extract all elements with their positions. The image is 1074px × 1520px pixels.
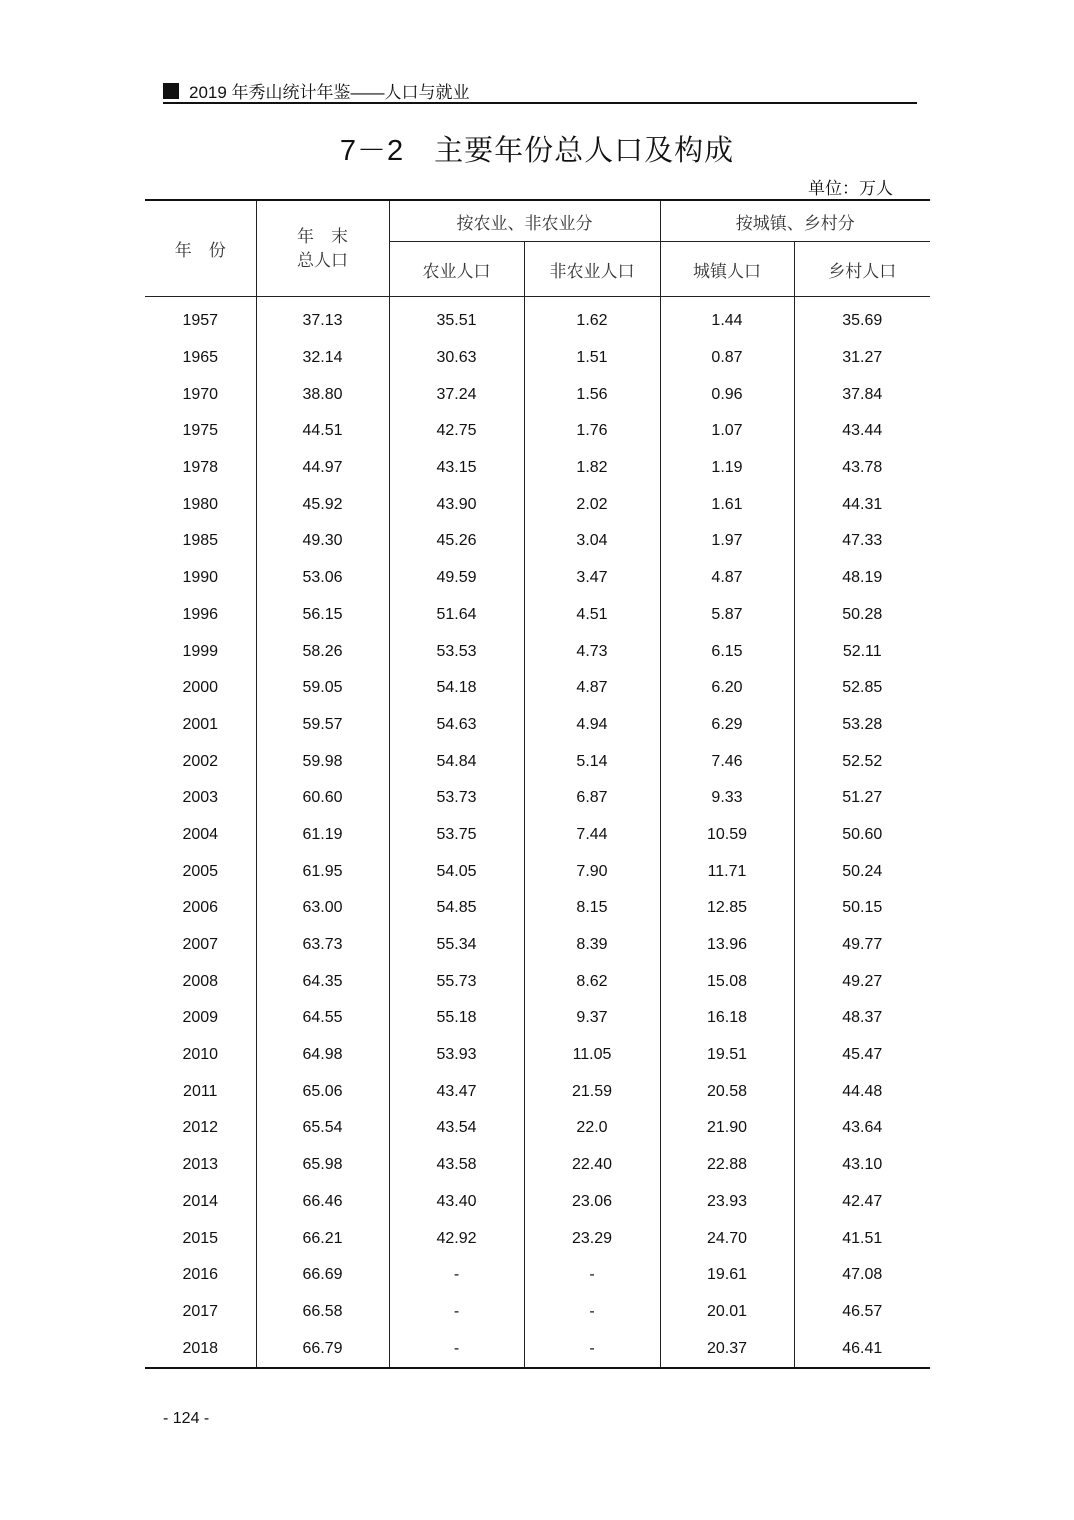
table-row [145,1073,930,1110]
cell-rural: 45.47 [794,1037,930,1074]
cell-rural: 44.31 [794,486,930,523]
cell-total: 66.69 [256,1257,389,1294]
cell-year: 1975 [182,422,219,440]
cell-nonagri: 3.04 [524,523,660,560]
cell-agri: 53.73 [389,780,524,817]
cell-agri: 43.58 [389,1147,524,1184]
cell-rural: 49.77 [794,927,930,964]
table-row [145,743,930,780]
cell-year: 2010 [182,1046,219,1064]
cell-year: 1999 [182,642,219,660]
table-row [145,1294,930,1331]
cell-rural: 50.15 [794,890,930,927]
cell-agri: 54.85 [389,890,524,927]
cell-rural: 35.69 [794,297,930,340]
page-title: 7－2 主要年份总人口及构成 [339,135,735,167]
cell-year: 2002 [182,752,219,770]
cell-total: 45.92 [256,486,389,523]
population-table [145,199,930,1369]
table-row [145,413,930,450]
cell-year: 2015 [182,1229,219,1247]
cell-agri: - [389,1294,524,1331]
cell-year: 1985 [182,532,219,550]
cell-total: 64.55 [256,1000,389,1037]
cell-nonagri: - [524,1330,660,1368]
cell-nonagri: 1.82 [524,450,660,487]
cell-year: 2001 [182,715,219,733]
cell-nonagri: 4.87 [524,670,660,707]
cell-agri: 53.75 [389,817,524,854]
cell-total: 37.13 [256,297,389,340]
table-row [145,340,930,377]
cell-year: 2008 [182,972,219,990]
cell-agri: 45.26 [389,523,524,560]
cell-total: 59.98 [256,743,389,780]
table-row [145,1184,930,1221]
cell-total: 49.30 [256,523,389,560]
cell-year: 1957 [182,312,219,330]
cell-nonagri: - [524,1294,660,1331]
cell-total: 44.51 [256,413,389,450]
cell-rural: 44.48 [794,1073,930,1110]
cell-year: 2013 [182,1156,219,1174]
cell-agri: - [389,1257,524,1294]
cell-urban: 23.93 [660,1184,794,1221]
cell-rural: 43.78 [794,450,930,487]
cell-year: 2005 [182,862,219,880]
cell-urban: 7.46 [660,743,794,780]
cell-urban: 13.96 [660,927,794,964]
cell-year: 2014 [182,1192,219,1210]
cell-total: 38.80 [256,376,389,413]
table-row [145,817,930,854]
table-row [145,560,930,597]
cell-year: 2018 [145,1330,256,1368]
cell-rural: 42.47 [794,1184,930,1221]
cell-agri: 30.63 [389,340,524,377]
cell-nonagri: 1.51 [524,340,660,377]
cell-nonagri: - [524,1257,660,1294]
cell-agri: 54.63 [389,707,524,744]
cell-urban: 20.58 [660,1073,794,1110]
table-row [145,450,930,487]
table-row [145,1147,930,1184]
cell-total: 60.60 [256,780,389,817]
cell-total: 65.06 [256,1073,389,1110]
cell-year: 2012 [182,1119,219,1137]
cell-agri: 51.64 [389,597,524,634]
cell-agri: 35.51 [389,297,524,340]
cell-rural: 37.84 [794,376,930,413]
cell-rural: 50.60 [794,817,930,854]
cell-nonagri: 6.87 [524,780,660,817]
cell-urban: 0.96 [660,376,794,413]
cell-total: 63.73 [256,927,389,964]
header-year: 年 份 [145,200,256,297]
cell-year: 1990 [182,569,219,587]
cell-total: 65.98 [256,1147,389,1184]
cell-year: 2000 [182,679,219,697]
cell-rural: 53.28 [794,707,930,744]
cell-nonagri: 7.90 [524,853,660,890]
cell-year: 2017 [182,1302,219,1320]
cell-agri: 55.18 [389,1000,524,1037]
cell-urban: 4.87 [660,560,794,597]
cell-year: 2011 [183,1082,218,1100]
cell-year: 2003 [182,789,219,807]
cell-year: 1996 [182,605,219,623]
cell-urban: 12.85 [660,890,794,927]
cell-nonagri: 7.44 [524,817,660,854]
cell-year: 2009 [182,1009,219,1027]
cell-rural: 43.10 [794,1147,930,1184]
header-total-line1: 年 末 [297,226,348,246]
cell-agri: 55.73 [389,963,524,1000]
cell-agri: 54.84 [389,743,524,780]
cell-year: 1965 [182,349,219,367]
cell-agri: 37.24 [389,376,524,413]
cell-nonagri: 1.76 [524,413,660,450]
cell-nonagri: 9.37 [524,1000,660,1037]
cell-urban: 16.18 [660,1000,794,1037]
cell-urban: 1.19 [660,450,794,487]
cell-urban: 1.07 [660,413,794,450]
table-row [145,1220,930,1257]
cell-total: 66.79 [256,1330,389,1368]
cell-urban: 20.01 [660,1294,794,1331]
cell-year: 2007 [182,936,219,954]
cell-agri: 43.90 [389,486,524,523]
header-rural: 乡村人口 [794,242,930,297]
cell-agri: 42.92 [389,1220,524,1257]
cell-nonagri: 5.14 [524,743,660,780]
cell-total: 66.58 [256,1294,389,1331]
unit-label: 单位：万人 [808,179,893,198]
table-row [145,633,930,670]
cell-agri: 43.47 [389,1073,524,1110]
cell-rural: 48.19 [794,560,930,597]
cell-total: 61.95 [256,853,389,890]
cell-total: 65.54 [256,1110,389,1147]
cell-agri: 53.53 [389,633,524,670]
cell-rural: 52.11 [794,633,930,670]
cell-rural: 41.51 [794,1220,930,1257]
header-urban: 城镇人口 [660,242,794,297]
cell-agri: 42.75 [389,413,524,450]
cell-nonagri: 22.40 [524,1147,660,1184]
header-rule [163,102,917,104]
cell-urban: 24.70 [660,1220,794,1257]
cell-agri: 43.15 [389,450,524,487]
cell-agri: 53.93 [389,1037,524,1074]
table-row [145,523,930,560]
cell-nonagri: 23.29 [524,1220,660,1257]
table-row [145,963,930,1000]
cell-urban: 0.87 [660,340,794,377]
cell-agri: 49.59 [389,560,524,597]
cell-urban: 6.29 [660,707,794,744]
cell-nonagri: 4.51 [524,597,660,634]
header-group-urban: 按城镇、乡村分 [660,200,930,242]
cell-rural: 31.27 [794,340,930,377]
cell-urban: 19.61 [660,1257,794,1294]
cell-total: 59.57 [256,707,389,744]
cell-urban: 6.20 [660,670,794,707]
cell-total: 58.26 [256,633,389,670]
cell-rural: 43.64 [794,1110,930,1147]
header-total-line2: 总人口 [297,250,348,270]
cell-nonagri: 23.06 [524,1184,660,1221]
table-row [145,1037,930,1074]
cell-urban: 10.59 [660,817,794,854]
table-row [145,670,930,707]
cell-rural: 52.52 [794,743,930,780]
cell-rural: 48.37 [794,1000,930,1037]
cell-agri: - [389,1330,524,1368]
cell-agri: 43.40 [389,1184,524,1221]
table-row [145,890,930,927]
cell-nonagri: 22.0 [524,1110,660,1147]
cell-rural: 43.44 [794,413,930,450]
cell-urban: 1.44 [660,297,794,340]
cell-year: 1980 [182,495,219,513]
cell-total: 44.97 [256,450,389,487]
table-row [145,1330,930,1368]
cell-rural: 50.28 [794,597,930,634]
header-nonagri: 非农业人口 [524,242,660,297]
cell-total: 63.00 [256,890,389,927]
header-agri: 农业人口 [389,242,524,297]
header-total [256,200,389,297]
square-bullet-icon [163,83,179,99]
cell-urban: 15.08 [660,963,794,1000]
cell-agri: 54.05 [389,853,524,890]
cell-total: 64.98 [256,1037,389,1074]
cell-year: 2004 [182,825,219,843]
page-number: - 124 - [163,1410,210,1427]
cell-nonagri: 21.59 [524,1073,660,1110]
cell-urban: 11.71 [660,853,794,890]
cell-total: 64.35 [256,963,389,1000]
cell-nonagri: 3.47 [524,560,660,597]
cell-urban: 9.33 [660,780,794,817]
cell-year: 2016 [182,1266,219,1284]
running-head [163,78,470,103]
running-head-text: 2019 年秀山统计年鉴——人口与就业 [189,83,470,102]
table-row [145,1257,930,1294]
cell-nonagri: 1.62 [524,297,660,340]
table-row [145,780,930,817]
cell-nonagri: 4.73 [524,633,660,670]
cell-rural: 47.08 [794,1257,930,1294]
cell-nonagri: 8.62 [524,963,660,1000]
cell-year: 1978 [182,459,219,477]
cell-agri: 43.54 [389,1110,524,1147]
cell-urban: 5.87 [660,597,794,634]
cell-nonagri: 11.05 [524,1037,660,1074]
cell-nonagri: 8.39 [524,927,660,964]
cell-nonagri: 4.94 [524,707,660,744]
cell-total: 32.14 [256,340,389,377]
cell-rural: 49.27 [794,963,930,1000]
cell-rural: 50.24 [794,853,930,890]
table-row [145,1000,930,1037]
cell-nonagri: 8.15 [524,890,660,927]
cell-nonagri: 2.02 [524,486,660,523]
header-group-agri: 按农业、非农业分 [389,200,660,242]
cell-total: 53.06 [256,560,389,597]
cell-urban: 20.37 [660,1330,794,1368]
cell-urban: 21.90 [660,1110,794,1147]
cell-agri: 55.34 [389,927,524,964]
table-row [145,927,930,964]
cell-year: 1970 [182,385,219,403]
cell-rural: 51.27 [794,780,930,817]
cell-year: 2006 [182,899,219,917]
table-row [145,853,930,890]
cell-urban: 1.97 [660,523,794,560]
cell-total: 66.46 [256,1184,389,1221]
cell-urban: 6.15 [660,633,794,670]
cell-nonagri: 1.56 [524,376,660,413]
table-row [145,486,930,523]
cell-urban: 1.61 [660,486,794,523]
cell-total: 56.15 [256,597,389,634]
table-row [145,297,930,340]
cell-urban: 19.51 [660,1037,794,1074]
table-row [145,597,930,634]
cell-urban: 22.88 [660,1147,794,1184]
table-row [145,707,930,744]
table-row [145,1110,930,1147]
cell-total: 66.21 [256,1220,389,1257]
table-row [145,376,930,413]
cell-rural: 46.41 [794,1330,930,1368]
cell-total: 61.19 [256,817,389,854]
cell-rural: 52.85 [794,670,930,707]
cell-agri: 54.18 [389,670,524,707]
cell-total: 59.05 [256,670,389,707]
cell-rural: 46.57 [794,1294,930,1331]
cell-rural: 47.33 [794,523,930,560]
